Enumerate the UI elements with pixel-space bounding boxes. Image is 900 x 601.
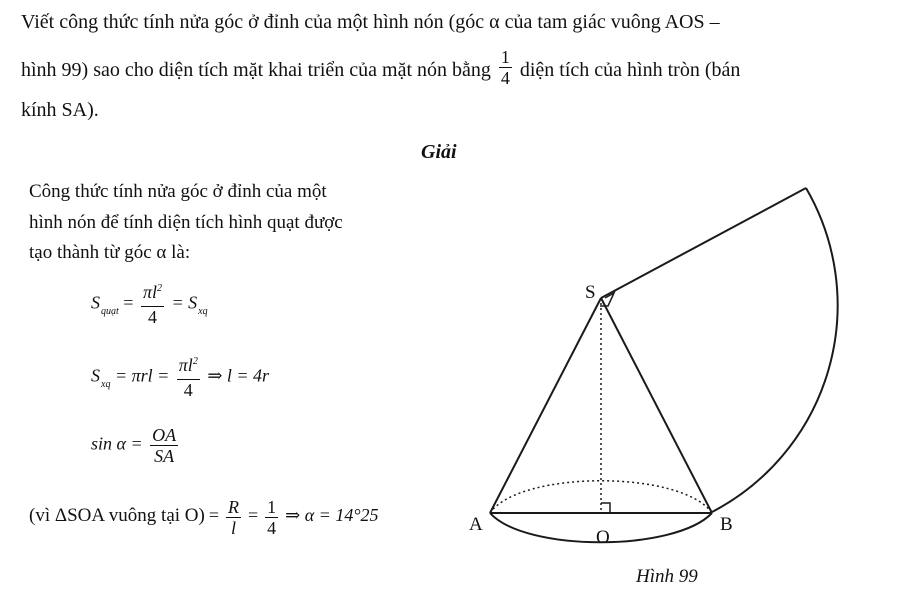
eq4-num1: R xyxy=(227,497,239,517)
eq2-sup: 2 xyxy=(192,356,198,367)
eq3-lhs: sin α = xyxy=(91,433,143,454)
problem-line-2-start: hình 99) sao cho diện tích mặt khai triển của mặt nón bằng xyxy=(21,59,491,82)
intro-line-2: hình nón để tính diện tích hình quạt được xyxy=(29,212,343,233)
eq2-mid: = πrl = xyxy=(114,365,170,386)
eq1-sub-left: quạt xyxy=(101,305,119,317)
eq2-den: 4 xyxy=(183,380,193,400)
eq4-equals-2: = xyxy=(247,505,259,526)
eq1-sub-right: xq xyxy=(198,305,208,317)
eq2-rhs: ⇒ l = 4r xyxy=(207,365,270,386)
intro-line-3: tạo thành từ góc α là: xyxy=(29,242,191,263)
eq1-rhs: = S xyxy=(171,292,198,313)
eq2-s: S xyxy=(91,365,100,386)
eq4-num2: 1 xyxy=(267,497,277,517)
intro-line-1: Công thức tính nửa góc ở đỉnh của một xyxy=(29,181,327,202)
eq4-equals-1: = xyxy=(208,505,219,526)
label-s: S xyxy=(585,282,596,303)
eq4-rhs: ⇒ α = 14°25 xyxy=(285,505,379,526)
eq1-num: πl xyxy=(142,282,157,302)
problem-line-1: Viết công thức tính nửa góc ở đỉnh của một hình nón (góc α của tam giác vuông AOS – xyxy=(21,11,720,33)
eq1-sup: 2 xyxy=(156,283,162,294)
eq2-num: πl xyxy=(178,355,193,375)
right-angle-mark-o xyxy=(601,503,610,513)
sector-radius-line xyxy=(601,188,806,298)
label-o: O xyxy=(596,527,610,548)
fraction-denominator: 4 xyxy=(500,68,510,88)
eq2-sub: xq xyxy=(101,378,111,390)
label-b: B xyxy=(720,514,733,535)
eq1-s: S xyxy=(91,292,100,313)
eq4-prefix: (vì ΔSOA vuông tại O) xyxy=(29,505,205,527)
figure-caption: Hình 99 xyxy=(636,566,698,587)
eq3-den: SA xyxy=(154,446,175,466)
problem-line-2-end: diện tích của hình tròn (bán xyxy=(519,59,741,82)
sector-arc xyxy=(712,188,838,512)
eq3-num: OA xyxy=(152,425,177,445)
label-a: A xyxy=(469,514,483,535)
problem-line-3: kính SA). xyxy=(21,99,99,121)
eq4-den2: 4 xyxy=(267,518,277,538)
solution-heading: Giải xyxy=(421,141,457,163)
eq4-den1: l xyxy=(230,518,236,538)
eq1-den: 4 xyxy=(147,307,157,327)
eq1-equals: = xyxy=(123,292,134,313)
cone-side-sa xyxy=(490,298,601,513)
fraction-numerator: 1 xyxy=(500,47,510,67)
